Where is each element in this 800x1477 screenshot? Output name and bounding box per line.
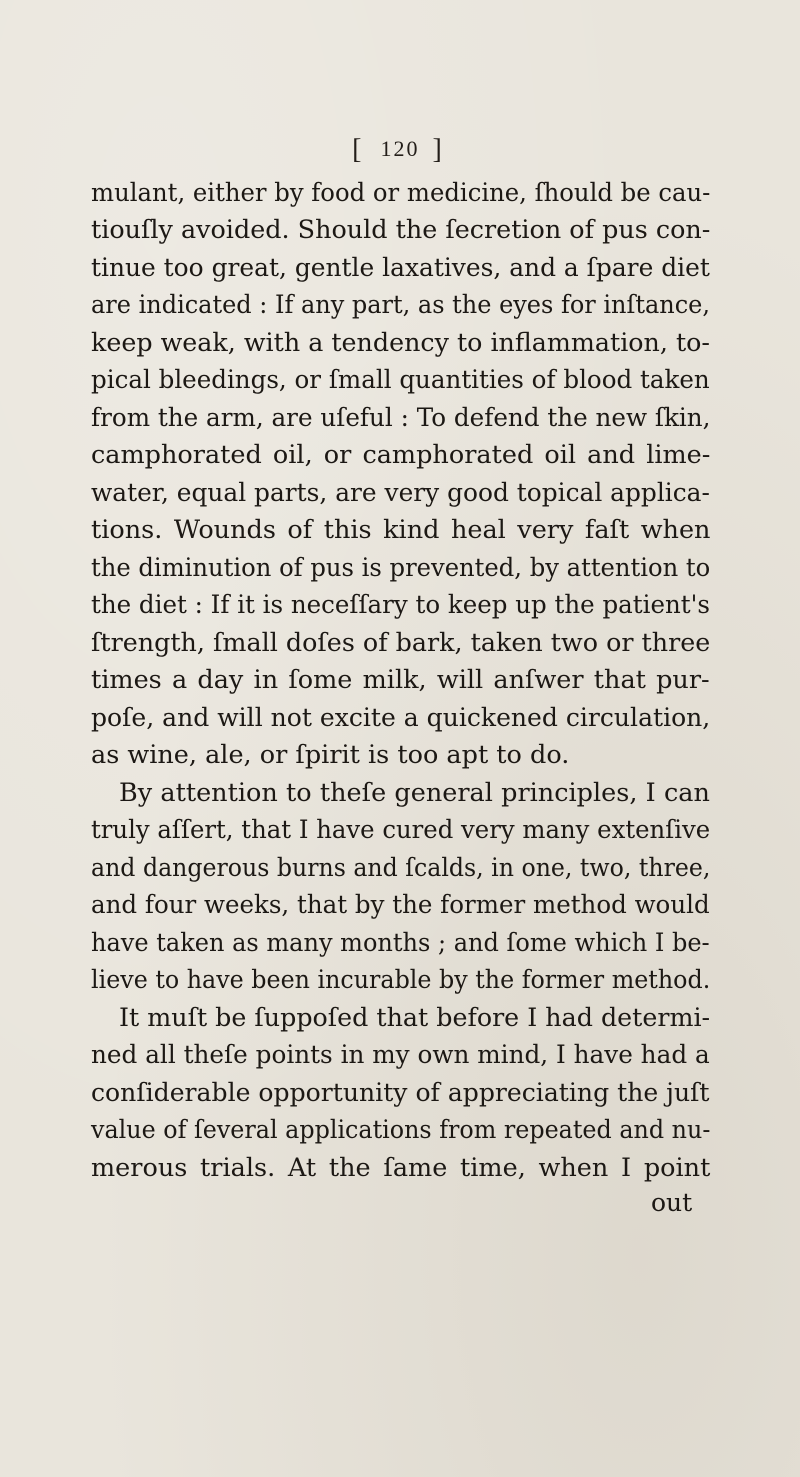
text-line: and dangerous burns and ſcalds, in one, two, three, — [91, 853, 711, 883]
text-line: keep weak, with a tendency to inflammation, to- — [91, 328, 710, 358]
text-line: from the arm, are uſeful : To defend the new ſkin, — [91, 403, 711, 433]
text-line: are indicated : If any part, as the eyes for inſtance, — [91, 290, 711, 320]
catchword: out — [651, 1188, 693, 1217]
text-line: tions. Wounds of this kind heal very faſt when — [91, 515, 711, 545]
text-line: By attention to theſe general principles, I can — [119, 778, 710, 808]
text-line: truly aſſert, that I have cured very many extenſive — [91, 815, 711, 845]
text-line: and four weeks, that by the former method would — [91, 890, 710, 920]
text-line: mulant, either by food or medicine, ſhould be cau- — [91, 178, 711, 208]
text-line: have taken as many months ; and ſome which I be- — [91, 928, 710, 958]
page-number: 120 — [380, 136, 420, 161]
text-line: conſiderable opportunity of appreciating the juſt — [91, 1078, 710, 1108]
text-line: camphorated oil, or camphorated oil and lime- — [91, 440, 711, 470]
text-line: value of ſeveral applications from repeated and nu- — [91, 1115, 711, 1145]
text-line: pical bleedings, or ſmall quantities of blood taken — [91, 365, 710, 395]
text-line: lieve to have been incurable by the former method. — [91, 965, 711, 995]
text-line: tiouſly avoided. Should the ſecretion of pus con- — [91, 215, 711, 245]
text-line: ſtrength, ſmall doſes of bark, taken two or three — [91, 628, 711, 658]
page-header — [0, 134, 800, 166]
text-line: the diet : If it is neceſſary to keep up the patient's — [91, 590, 710, 620]
text-line: the diminution of pus is prevented, by attention to — [91, 553, 711, 583]
bracket-open: [ — [352, 134, 368, 165]
text-line: times a day in ſome milk, will anſwer that pur- — [91, 665, 710, 695]
text-line: tinue too great, gentle laxatives, and a ſpare diet — [91, 253, 710, 283]
text-line: ned all theſe points in my own mind, I have had a — [91, 1040, 710, 1070]
text-line: water, equal parts, are very good topical applica- — [91, 478, 710, 508]
text-line: as wine, ale, or ſpirit is too apt to do. — [91, 740, 570, 770]
text-line: merous trials. At the ſame time, when I point — [91, 1153, 711, 1183]
bracket-close: ] — [432, 134, 448, 165]
text-line: poſe, and will not excite a quickened circulation, — [91, 703, 711, 733]
text-line: It muſt be ſuppoſed that before I had determi- — [119, 1003, 711, 1033]
